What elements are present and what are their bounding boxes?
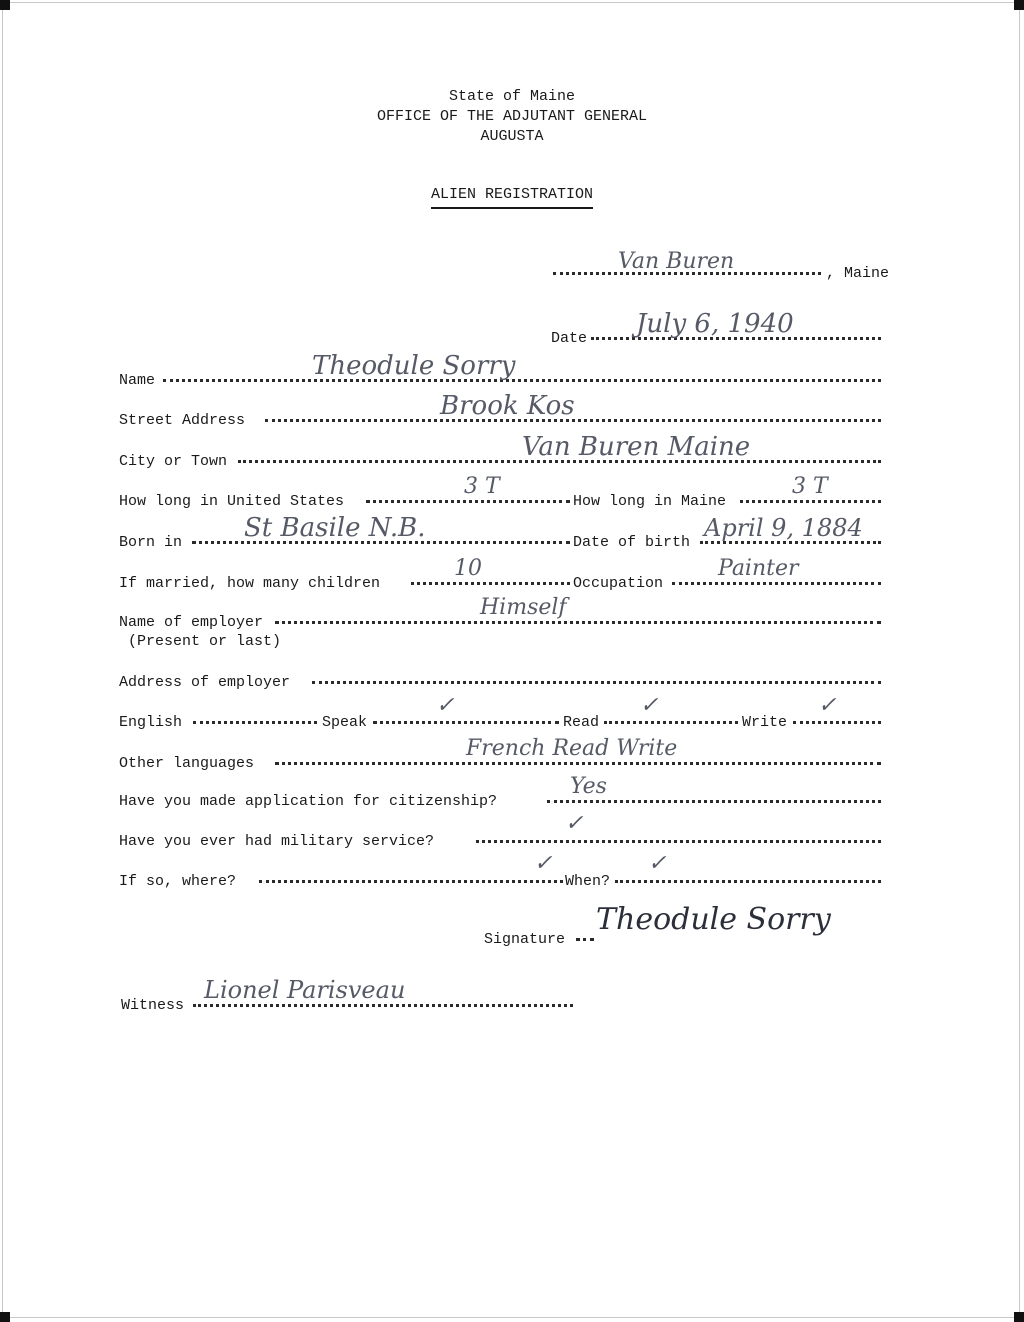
signature-label: Signature: [484, 931, 566, 948]
english-dots: [193, 721, 317, 724]
born-in-value: St Basile N.B.: [244, 513, 426, 543]
witness-value: Lionel Parisveau: [204, 976, 406, 1004]
other-languages-dots: [275, 762, 881, 765]
how-long-maine-dots: [740, 500, 881, 503]
street-label: Street Address: [119, 412, 246, 429]
date-value: July 6, 1940: [636, 309, 794, 339]
employer-address-label: Address of employer: [119, 674, 291, 691]
scan-corner-mark: [0, 0, 10, 10]
dob-value: April 9, 1884: [704, 514, 863, 542]
write-label: Write: [742, 714, 788, 731]
how-long-us-value: 3 T: [464, 474, 500, 499]
date-label: Date: [551, 330, 588, 347]
how-long-us-label: How long in United States: [119, 493, 345, 510]
how-long-us-dots: [366, 500, 570, 503]
occupation-value: Painter: [718, 556, 799, 581]
english-label: English: [119, 714, 183, 731]
header-state: State of Maine: [448, 88, 576, 105]
employer-value: Himself: [480, 595, 567, 620]
read-label: Read: [563, 714, 600, 731]
other-languages-value: French Read Write: [466, 736, 678, 761]
speak-dots: [373, 721, 559, 724]
write-dots: [793, 721, 881, 724]
children-label: If married, how many children: [119, 575, 381, 592]
employer-dots: [275, 621, 881, 624]
signature-dots: [576, 938, 594, 941]
how-long-maine-value: 3 T: [792, 474, 828, 499]
citizenship-value: Yes: [570, 774, 607, 799]
read-dots: [604, 721, 738, 724]
when-label: When?: [565, 873, 611, 890]
form-title: ALIEN REGISTRATION: [431, 184, 593, 209]
where-value: ✓: [534, 851, 553, 876]
military-label: Have you ever had military service?: [119, 833, 435, 850]
street-value: Brook Kos: [440, 391, 575, 421]
speak-label: Speak: [322, 714, 368, 731]
city-label: City or Town: [119, 453, 228, 470]
when-dots: [615, 880, 881, 883]
scan-corner-mark: [0, 1312, 10, 1322]
witness-dots: [193, 1004, 573, 1007]
employer-address-dots: [312, 681, 881, 684]
write-value: ✓: [818, 693, 837, 718]
employer-label: Name of employer: [119, 614, 264, 631]
when-value: ✓: [648, 851, 667, 876]
employer-sublabel: (Present or last): [128, 633, 282, 650]
read-value: ✓: [640, 693, 659, 718]
name-value: Theodule Sorry: [312, 351, 516, 381]
header-office: OFFICE OF THE ADJUTANT GENERAL: [376, 108, 648, 125]
occupation-label: Occupation: [573, 575, 664, 592]
dob-label: Date of birth: [573, 534, 691, 551]
name-dots: [163, 379, 881, 382]
born-in-label: Born in: [119, 534, 183, 551]
citizenship-dots: [547, 800, 881, 803]
occupation-dots: [672, 582, 881, 585]
signature-value: Theodule Sorry: [596, 902, 831, 937]
name-label: Name: [119, 372, 156, 389]
place-value: Van Buren: [618, 249, 735, 274]
form-title-wrap: [0, 184, 1024, 209]
where-dots: [259, 880, 563, 883]
where-label: If so, where?: [119, 873, 237, 890]
city-value: Van Buren Maine: [522, 432, 751, 462]
place-suffix: , Maine: [826, 265, 890, 282]
children-value: 10: [454, 556, 482, 581]
how-long-maine-label: How long in Maine: [573, 493, 727, 510]
citizenship-label: Have you made application for citizenship?: [119, 793, 498, 810]
military-dots: [476, 840, 881, 843]
scan-corner-mark: [1014, 0, 1024, 10]
witness-label: Witness: [121, 997, 185, 1014]
military-value: ✓: [565, 811, 584, 836]
other-languages-label: Other languages: [119, 755, 255, 772]
header-city: AUGUSTA: [480, 128, 544, 145]
children-dots: [411, 582, 570, 585]
speak-value: ✓: [436, 693, 455, 718]
scan-corner-mark: [1014, 1312, 1024, 1322]
